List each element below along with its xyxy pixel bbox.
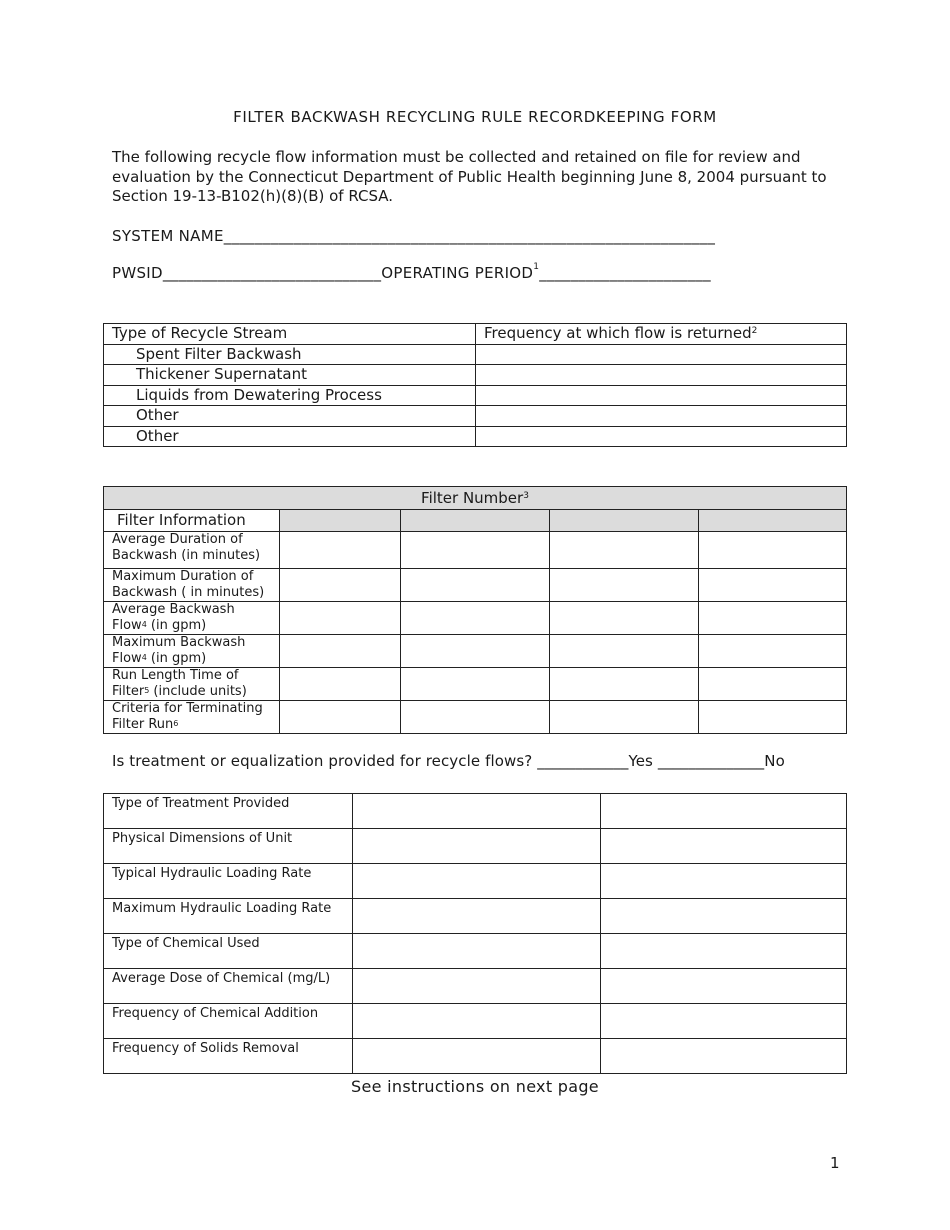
question-text: Is treatment or equalization provided for recycle flows? [112,752,533,770]
filter-data-cell[interactable] [280,701,401,734]
filter-row-label: Maximum Backwash Flow$^4$ (in gpm) [104,635,280,668]
filter-number-header: Filter Number$^3$ [104,487,847,510]
pwsid-line [112,264,711,282]
recycle-frequency-cell[interactable] [476,385,847,406]
filter-data-cell[interactable] [401,635,550,668]
page-number: 1 [830,1154,840,1172]
filter-data-cell[interactable] [550,701,699,734]
no-blank[interactable]: ______________ [657,752,765,770]
filter-data-cell[interactable] [280,602,401,635]
operating-period-footnote: 1 [533,262,540,272]
filter-row-label: Maximum Duration of Backwash ( in minutes) [104,569,280,602]
treatment-question [112,752,785,770]
system-name-field[interactable]: _______________________________________________________________ [223,227,716,245]
yes-blank[interactable]: ____________ [537,752,629,770]
yes-label: Yes [628,752,653,770]
treatment-cell[interactable] [353,934,601,969]
treatment-cell[interactable] [601,1039,847,1074]
recycle-frequency-cell[interactable] [476,344,847,365]
filter-data-cell[interactable] [280,569,401,602]
recycle-frequency-cell[interactable] [476,365,847,386]
filter-data-cell[interactable] [699,569,847,602]
filter-data-cell[interactable] [401,602,550,635]
filter-data-cell[interactable] [550,668,699,701]
treatment-row-label: Type of Treatment Provided [104,794,353,829]
treatment-cell[interactable] [353,1039,601,1074]
recycle-col-type: Type of Recycle Stream [104,324,476,345]
form-title: FILTER BACKWASH RECYCLING RULE RECORDKEEPING FORM [233,108,717,126]
no-label: No [764,752,785,770]
treatment-cell[interactable] [601,829,847,864]
recycle-row-label: Other [104,426,476,447]
intro-paragraph: The following recycle flow information must be collected and retained on file for review and evaluation by the Connecticut Department of Public Health beginning June 8, 2004 pursuant to Section 19-13-B102(h)(8)(B) of RCSA. [112,148,827,205]
treatment-cell[interactable] [601,969,847,1004]
recycle-row-label: Spent Filter Backwash [104,344,476,365]
treatment-row-label: Average Dose of Chemical (mg/L) [104,969,353,1004]
recycle-stream-table [103,323,847,447]
treatment-cell[interactable] [353,864,601,899]
filter-number-cell[interactable] [280,510,401,532]
filter-data-cell[interactable] [280,532,401,569]
treatment-cell[interactable] [601,794,847,829]
filter-number-cell[interactable] [401,510,550,532]
operating-period-field[interactable]: ______________________ [539,264,711,282]
filter-data-cell[interactable] [550,635,699,668]
pwsid-field[interactable]: ____________________________ [162,264,382,282]
filter-data-cell[interactable] [699,532,847,569]
treatment-row-label: Type of Chemical Used [104,934,353,969]
treatment-row-label: Typical Hydraulic Loading Rate [104,864,353,899]
filter-row-label: Average Duration of Backwash (in minutes) [104,532,280,569]
filter-data-cell[interactable] [699,602,847,635]
filter-info-table [103,486,847,734]
filter-info-label: Filter Information [104,510,280,532]
filter-data-cell[interactable] [280,635,401,668]
treatment-row-label: Maximum Hydraulic Loading Rate [104,899,353,934]
filter-data-cell[interactable] [550,532,699,569]
treatment-cell[interactable] [353,829,601,864]
recycle-frequency-cell[interactable] [476,426,847,447]
recycle-row-label: Liquids from Dewatering Process [104,385,476,406]
pwsid-label: PWSID [112,264,163,282]
treatment-row-label: Frequency of Solids Removal [104,1039,353,1074]
filter-data-cell[interactable] [699,635,847,668]
treatment-cell[interactable] [601,934,847,969]
filter-row-label: Run Length Time of Filter$^5$ (include units) [104,668,280,701]
filter-data-cell[interactable] [401,668,550,701]
system-name-label: SYSTEM NAME [112,227,224,245]
treatment-row-label: Physical Dimensions of Unit [104,829,353,864]
recycle-row-label: Other [104,406,476,427]
treatment-cell[interactable] [353,969,601,1004]
treatment-cell[interactable] [601,1004,847,1039]
treatment-row-label: Frequency of Chemical Addition [104,1004,353,1039]
filter-number-cell[interactable] [699,510,847,532]
filter-data-cell[interactable] [401,701,550,734]
filter-data-cell[interactable] [699,701,847,734]
system-name-line [112,227,715,245]
filter-data-cell[interactable] [550,602,699,635]
filter-data-cell[interactable] [401,569,550,602]
footer-note: See instructions on next page [351,1077,599,1096]
recycle-col-frequency: Frequency at which flow is returned$^2$ [476,324,847,345]
recycle-row-label: Thickener Supernatant [104,365,476,386]
filter-row-label: Average Backwash Flow$^4$ (in gpm) [104,602,280,635]
treatment-cell[interactable] [601,899,847,934]
treatment-cell[interactable] [353,1004,601,1039]
filter-data-cell[interactable] [280,668,401,701]
filter-data-cell[interactable] [401,532,550,569]
treatment-table [103,793,847,1074]
filter-data-cell[interactable] [550,569,699,602]
operating-period-label: OPERATING PERIOD [381,264,534,282]
filter-row-label: Criteria for Terminating Filter Run$^6$ [104,701,280,734]
treatment-cell[interactable] [353,899,601,934]
recycle-frequency-cell[interactable] [476,406,847,427]
filter-number-cell[interactable] [550,510,699,532]
treatment-cell[interactable] [353,794,601,829]
treatment-cell[interactable] [601,864,847,899]
filter-data-cell[interactable] [699,668,847,701]
